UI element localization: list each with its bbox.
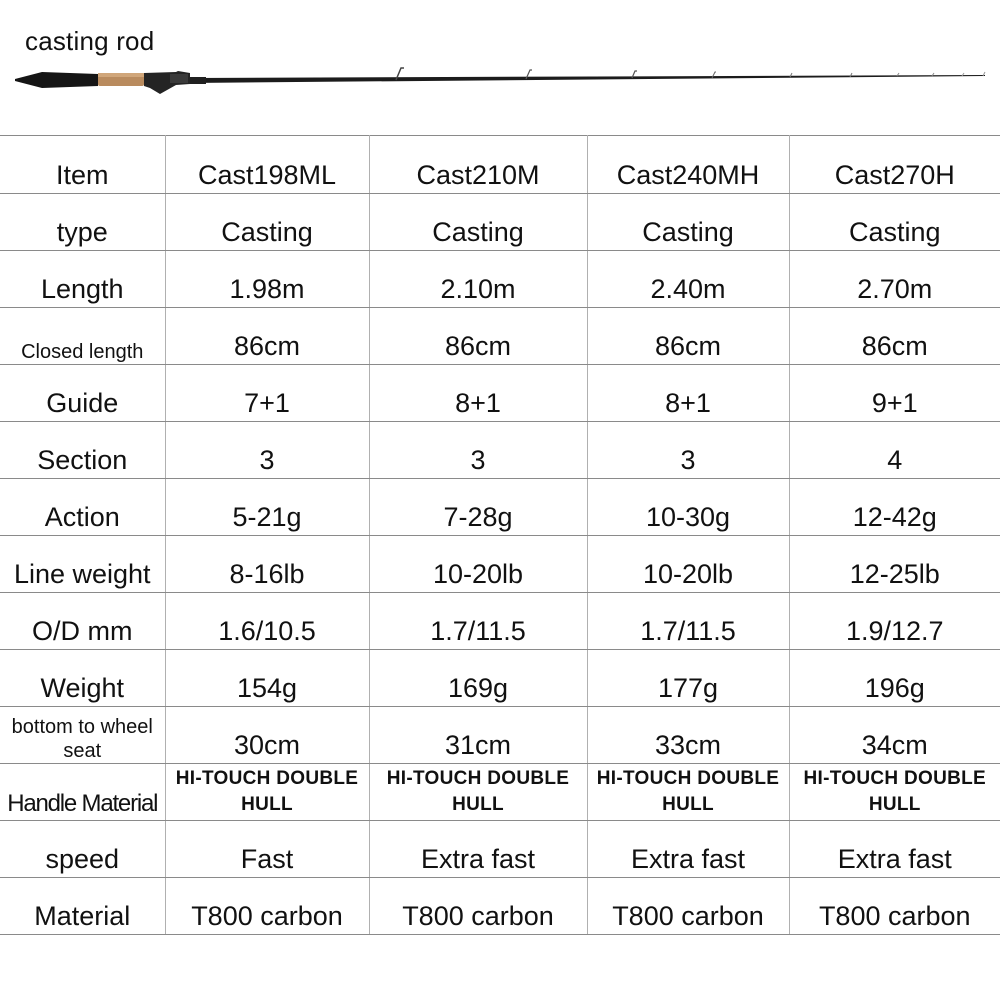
row-label: Material xyxy=(0,878,165,935)
cell-value: Extra fast xyxy=(587,821,789,878)
cell-value: 8+1 xyxy=(587,365,789,422)
cell-value: Cast198ML xyxy=(165,136,369,194)
page-title: casting rod xyxy=(25,26,155,56)
cell-value: 86cm xyxy=(369,308,587,365)
row-label: Weight xyxy=(0,650,165,707)
row-label: Action xyxy=(0,479,165,536)
table-row-weight xyxy=(0,650,1000,707)
cell-value: 12-42g xyxy=(789,479,1000,536)
cell-value: Cast240MH xyxy=(587,136,789,194)
cell-value: 8-16lb xyxy=(165,536,369,593)
cell-value: 8+1 xyxy=(369,365,587,422)
cell-value: Casting xyxy=(789,194,1000,251)
casting-rod-illustration xyxy=(0,60,1000,110)
table-row-length xyxy=(0,251,1000,308)
row-label: Item xyxy=(0,136,165,194)
cell-value: 31cm xyxy=(369,707,587,764)
row-label: O/D mm xyxy=(0,593,165,650)
cell-value: 1.7/11.5 xyxy=(587,593,789,650)
cell-value: 9+1 xyxy=(789,365,1000,422)
cell-value: 177g xyxy=(587,650,789,707)
cell-value: HI-TOUCH DOUBLE HULL xyxy=(587,764,789,821)
cell-value: 86cm xyxy=(587,308,789,365)
cell-value: 3 xyxy=(369,422,587,479)
cell-value: T800 carbon xyxy=(369,878,587,935)
cell-value: Cast270H xyxy=(789,136,1000,194)
cell-value: 3 xyxy=(165,422,369,479)
cell-value: Casting xyxy=(587,194,789,251)
cell-value: 86cm xyxy=(789,308,1000,365)
row-label: Guide xyxy=(0,365,165,422)
cell-value: 196g xyxy=(789,650,1000,707)
table-row-line-weight xyxy=(0,536,1000,593)
cell-value: Extra fast xyxy=(369,821,587,878)
row-label: Section xyxy=(0,422,165,479)
cell-value: 5-21g xyxy=(165,479,369,536)
row-label: speed xyxy=(0,821,165,878)
cell-value: 7-28g xyxy=(369,479,587,536)
cell-value: T800 carbon xyxy=(587,878,789,935)
cell-value: 7+1 xyxy=(165,365,369,422)
cell-value: 4 xyxy=(789,422,1000,479)
table-row-type xyxy=(0,194,1000,251)
row-label: Line weight xyxy=(0,536,165,593)
table-row-od-mm xyxy=(0,593,1000,650)
cell-value: 2.40m xyxy=(587,251,789,308)
cell-value: 33cm xyxy=(587,707,789,764)
cell-value: 1.7/11.5 xyxy=(369,593,587,650)
cell-value: 2.70m xyxy=(789,251,1000,308)
table-row-closed-length xyxy=(0,308,1000,365)
cell-value: Cast210M xyxy=(369,136,587,194)
cell-value: 3 xyxy=(587,422,789,479)
cell-value: 154g xyxy=(165,650,369,707)
cell-value: 1.98m xyxy=(165,251,369,308)
row-label: bottom to wheel seat xyxy=(0,707,165,764)
cell-value: 1.9/12.7 xyxy=(789,593,1000,650)
table-row-material xyxy=(0,878,1000,935)
cell-value: T800 carbon xyxy=(165,878,369,935)
cell-value: T800 carbon xyxy=(789,878,1000,935)
cell-value: 169g xyxy=(369,650,587,707)
cell-value: 34cm xyxy=(789,707,1000,764)
row-label: Handle Material xyxy=(0,764,165,821)
row-label: Closed length xyxy=(0,308,165,365)
cell-value: 12-25lb xyxy=(789,536,1000,593)
cell-value: HI-TOUCH DOUBLE HULL xyxy=(789,764,1000,821)
cell-value: HI-TOUCH DOUBLE HULL xyxy=(369,764,587,821)
table-row-speed xyxy=(0,821,1000,878)
cell-value: Casting xyxy=(165,194,369,251)
cell-value: Extra fast xyxy=(789,821,1000,878)
cell-value: 10-30g xyxy=(587,479,789,536)
cell-value: 86cm xyxy=(165,308,369,365)
cell-value: 10-20lb xyxy=(587,536,789,593)
spec-table xyxy=(0,135,1000,935)
table-row-handle-material xyxy=(0,764,1000,821)
table-row-guide xyxy=(0,365,1000,422)
cell-value: 2.10m xyxy=(369,251,587,308)
cell-value: 1.6/10.5 xyxy=(165,593,369,650)
cell-value: 30cm xyxy=(165,707,369,764)
cell-value: Fast xyxy=(165,821,369,878)
cell-value: HI-TOUCH DOUBLE HULL xyxy=(165,764,369,821)
row-label: Length xyxy=(0,251,165,308)
table-row-bottom-to-wheel-seat xyxy=(0,707,1000,764)
casting-rod-image xyxy=(0,60,1000,110)
table-row-action xyxy=(0,479,1000,536)
cell-value: 10-20lb xyxy=(369,536,587,593)
table-row-section xyxy=(0,422,1000,479)
row-label: type xyxy=(0,194,165,251)
cell-value: Casting xyxy=(369,194,587,251)
table-row-item xyxy=(0,136,1000,194)
